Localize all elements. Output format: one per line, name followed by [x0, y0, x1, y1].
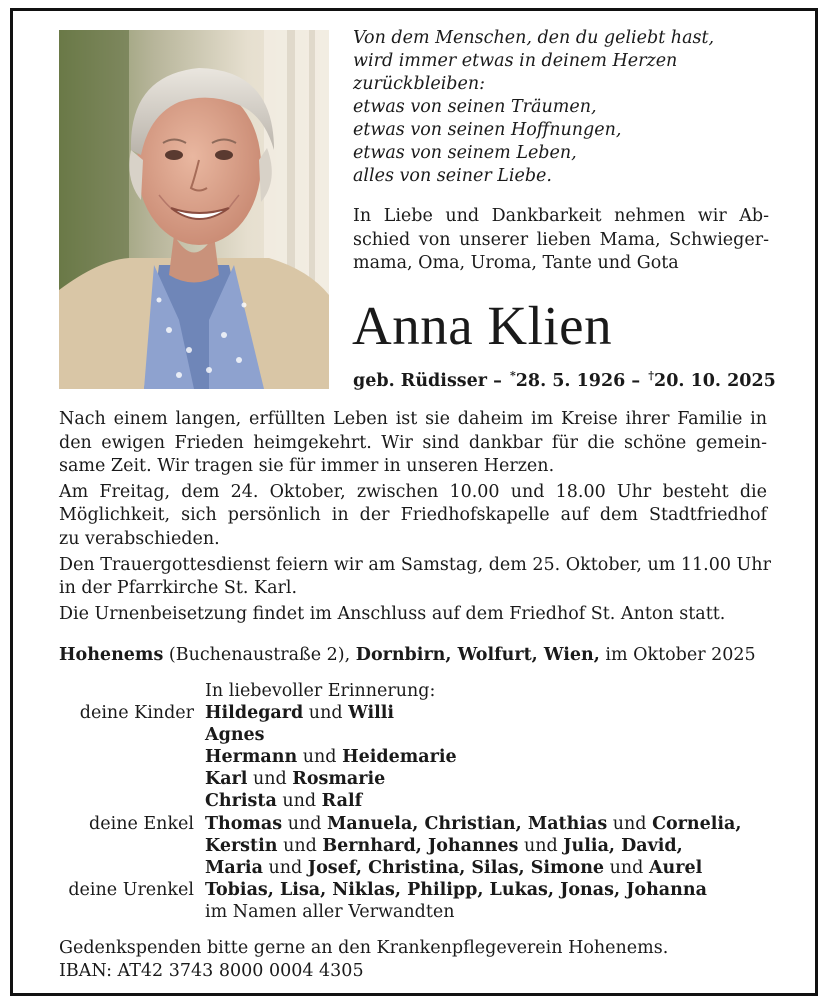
poem-quote: [353, 27, 773, 188]
family-row: [59, 813, 774, 835]
text-line: Die Urnenbeisetzung findet im Anschluss auf dem Friedhof St. Anton statt.: [59, 603, 726, 624]
family-name: Rosmarie: [292, 769, 386, 790]
poem-line: wird immer etwas in deinem Herzen: [353, 51, 678, 71]
family-row: [59, 901, 774, 923]
text-line: in der Pfarrkirche St. Karl.: [59, 578, 298, 599]
text-line: den ewigen Frieden heimgekehrt. Wir sind dankbar für die schöne gemein-: [59, 432, 767, 453]
paragraph: [59, 408, 767, 479]
family-row: [59, 857, 774, 879]
text-line: Den Trauergottesdienst feiern wir am Samstag, dem 25. Oktober, um 11.00 Uhr: [59, 554, 771, 575]
family-names: [205, 901, 455, 923]
family-name: Hermann: [205, 747, 298, 768]
family-relation-label: [59, 746, 205, 768]
family-name: Ralf: [321, 791, 363, 812]
date-line: im Oktober 2025: [605, 645, 756, 665]
connector-text: und: [518, 835, 564, 856]
family-list: [59, 680, 774, 923]
family-name: Thomas: [205, 813, 283, 834]
family-names: [205, 857, 702, 879]
text-line: zu verabschieden.: [59, 528, 220, 549]
connector-text: und: [303, 703, 349, 724]
family-name: Cornelia,: [652, 813, 742, 834]
family-name: Kerstin: [205, 835, 278, 856]
connector-text: und: [277, 835, 323, 856]
birth-star-icon: *: [509, 369, 516, 382]
family-row: [59, 724, 774, 746]
connector-text: und: [262, 857, 308, 878]
family-name: Tobias, Lisa, Niklas, Philipp, Lukas, Jonas, Johanna: [205, 879, 707, 900]
family-name: Heidemarie: [342, 747, 457, 768]
deceased-name: Anna Klien: [352, 295, 613, 356]
separator: –: [631, 371, 641, 391]
family-name: Willi: [348, 703, 395, 724]
place-and-date: [59, 643, 771, 667]
paragraph: [59, 603, 767, 627]
maiden-name: geb. Rüdisser: [353, 371, 488, 391]
poem-line: etwas von seinen Hoffnungen,: [353, 120, 622, 140]
family-relation-label: deine Kinder: [79, 703, 194, 724]
text-line: Möglichkeit, sich persönlich in der Friedhofskapelle auf dem Stadtfriedhof: [59, 505, 767, 526]
death-date: 20. 10. 2025: [654, 371, 776, 391]
connector-text: und: [276, 791, 322, 812]
poem-line: alles von seiner Liebe.: [353, 166, 552, 186]
family-names: [205, 702, 394, 724]
family-row: [59, 835, 774, 857]
connector-text: und: [297, 747, 343, 768]
poem-line: Von dem Menschen, den du geliebt hast,: [353, 28, 715, 48]
family-name: Hildegard: [205, 703, 304, 724]
family-row: [59, 790, 774, 812]
connector-text: und: [607, 813, 653, 834]
text-line: Am Freitag, dem 24. Oktober, zwischen 10.00 und 18.00 Uhr besteht die: [59, 481, 767, 502]
intro-line: In Liebe und Dankbarkeit nehmen wir Ab-: [353, 206, 769, 226]
intro-line: mama, Oma, Uroma, Tante und Gota: [353, 253, 679, 273]
family-names: [205, 835, 683, 857]
family-names: [205, 813, 741, 835]
family-name: Karl: [205, 769, 248, 790]
separator: –: [493, 371, 502, 391]
family-name: Josef, Christina, Silas, Simone: [307, 857, 605, 878]
connector-text: und: [604, 857, 649, 878]
family-name: Agnes: [205, 725, 265, 746]
connector-text: und: [282, 813, 328, 834]
family-row: [59, 879, 774, 901]
family-name: Julia, David,: [563, 835, 683, 856]
family-relation-label: [59, 901, 205, 923]
family-relation-label: [59, 835, 205, 857]
donation-note: Gedenkspenden bitte gerne an den Krankenpflegeverein Hohenems.: [59, 938, 669, 958]
family-relation-label: deine Urenkel: [68, 879, 194, 900]
family-names: [205, 724, 265, 746]
paragraph: [59, 554, 771, 601]
poem-line: zurückbleiben:: [353, 74, 486, 94]
family-names: [205, 879, 707, 901]
family-relation-label: [59, 790, 205, 812]
iban: IBAN: AT42 3743 8000 0004 4305: [59, 961, 364, 981]
connector-text: im Namen aller Verwandten: [205, 901, 455, 922]
paragraph: [59, 481, 767, 552]
address: (Buchenaustraße 2),: [168, 645, 351, 665]
family-row: [59, 768, 774, 790]
family-name: Bernhard, Johannes: [322, 835, 519, 856]
intro-line: schied von unserer lieben Mama, Schwieger-: [353, 229, 769, 250]
family-names: [205, 790, 362, 812]
family-name: Aurel: [648, 857, 703, 878]
family-intro-row: [59, 680, 774, 702]
poem-line: etwas von seinem Leben,: [353, 143, 577, 163]
family-relation-label: [59, 857, 205, 879]
family-row: [59, 702, 774, 724]
connector-text: und: [247, 769, 293, 790]
family-relation-label: deine Enkel: [89, 813, 194, 834]
family-names: [205, 768, 385, 790]
farewell-intro: [353, 205, 769, 276]
life-dates: [353, 364, 776, 393]
family-intro: In liebevoller Erinnerung:: [205, 681, 436, 701]
birth-date: 28. 5. 1926: [515, 371, 626, 391]
other-towns: Dornbirn, Wolfurt, Wien,: [355, 645, 600, 665]
donation-footer: [59, 937, 759, 983]
poem-line: etwas von seinen Träumen,: [353, 97, 597, 117]
family-name: Manuela, Christian, Mathias: [327, 813, 608, 834]
death-cross-icon: †: [648, 369, 655, 382]
portrait-photo: [59, 30, 329, 389]
family-name: Christa: [205, 791, 277, 812]
family-names: [205, 746, 457, 768]
family-name: Maria: [205, 857, 263, 878]
family-relation-label: [59, 724, 205, 746]
text-line: same Zeit. Wir tragen sie für immer in unseren Herzen.: [59, 456, 555, 477]
town-name: Hohenems: [59, 645, 164, 665]
family-row: [59, 746, 774, 768]
obituary-text: [59, 408, 771, 628]
text-line: Nach einem langen, erfüllten Leben ist sie daheim im Kreise ihrer Familie in: [59, 409, 767, 429]
family-relation-label: [59, 768, 205, 790]
